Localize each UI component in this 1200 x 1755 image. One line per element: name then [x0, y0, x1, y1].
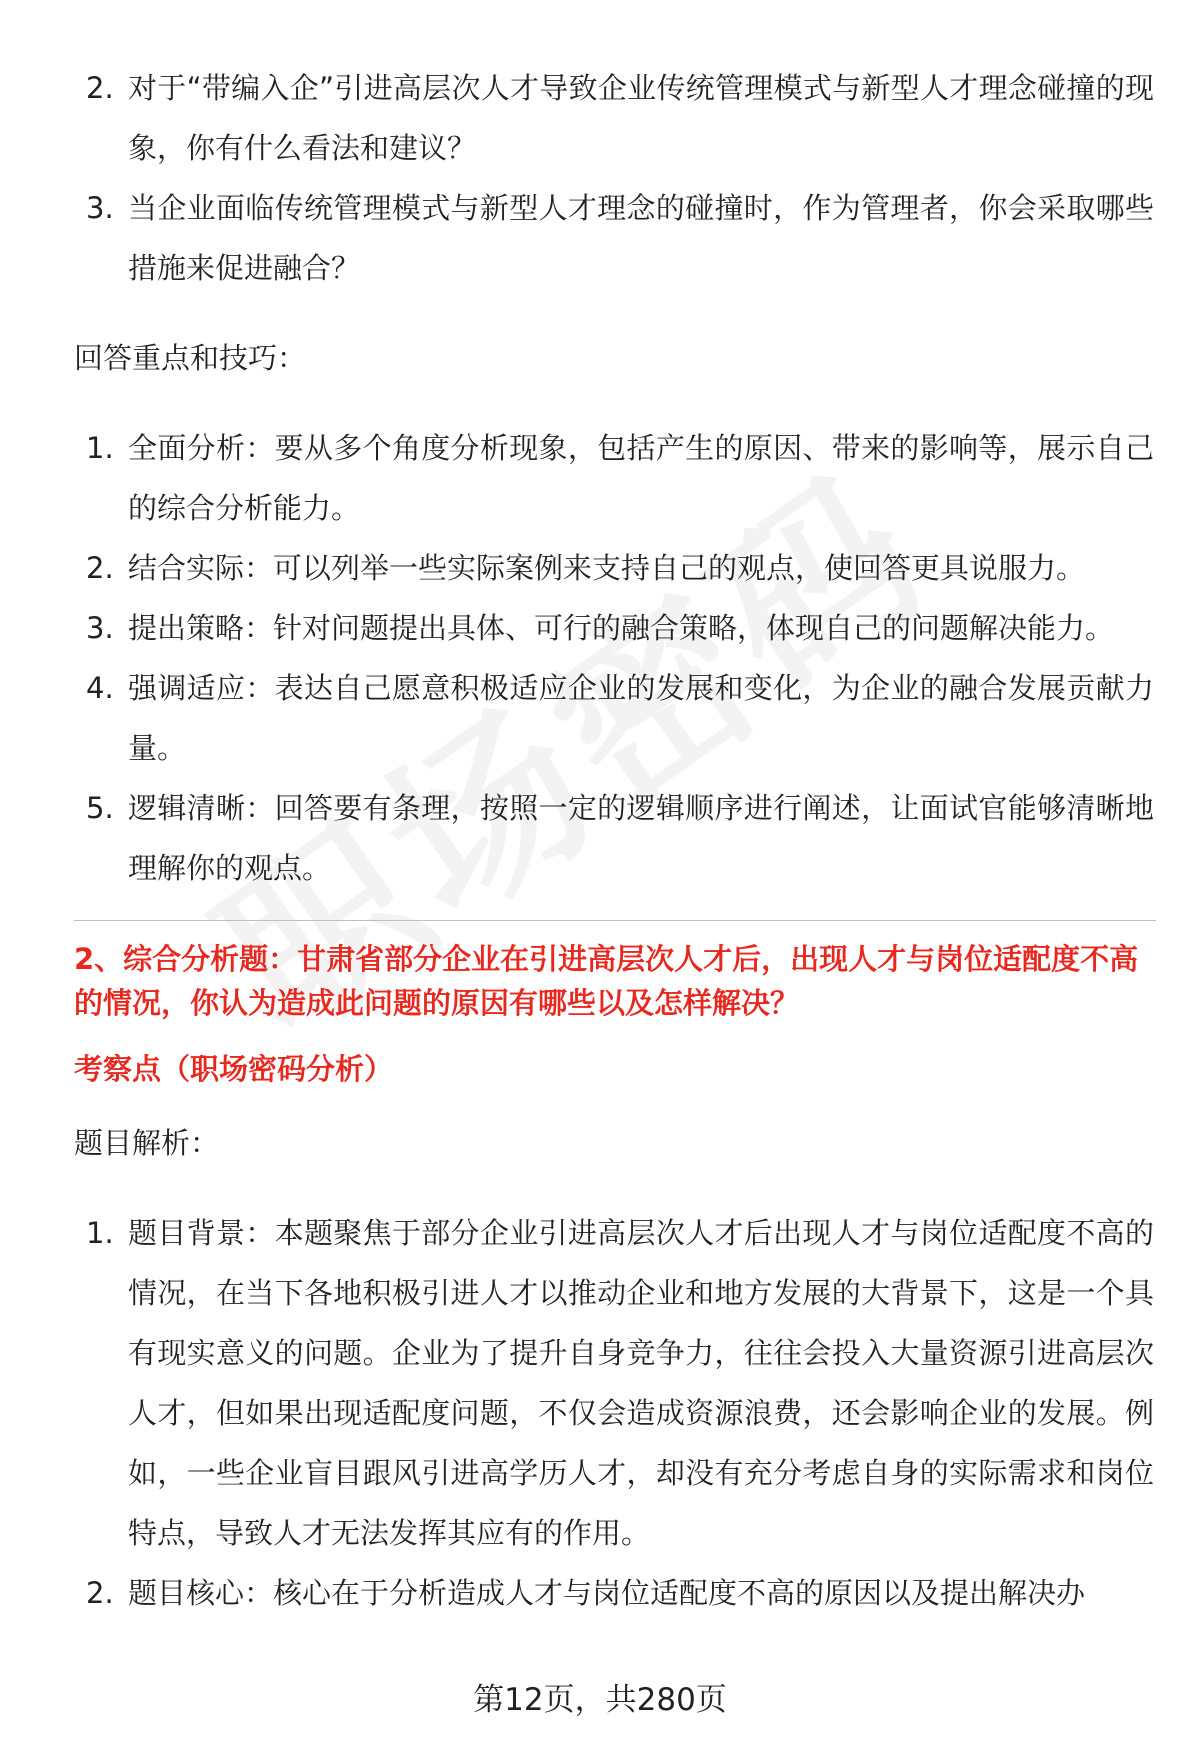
tips-list	[74, 418, 1154, 898]
list-text: 当企业面临传统管理模式与新型人才理念的碰撞时，作为管理者，你会采取哪些措施来促进融合？	[128, 191, 1154, 285]
list-number: 1.	[86, 431, 114, 465]
list-item	[74, 538, 1154, 598]
list-number: 3.	[86, 611, 114, 645]
list-text: 结合实际：可以列举一些实际案例来支持自己的观点，使回答更具说服力。	[128, 551, 1086, 585]
list-item	[74, 178, 1154, 298]
question-title: 2、综合分析题：甘肃省部分企业在引进高层次人才后，出现人才与岗位适配度不高的情况，你认为造成此问题的原因有哪些以及怎样解决？	[74, 942, 1139, 1020]
list-item	[74, 58, 1154, 178]
list-item	[74, 1563, 1154, 1623]
analysis-list	[74, 1203, 1154, 1623]
list-text: 题目背景：本题聚焦于部分企业引进高层次人才后出现人才与岗位适配度不高的情况，在当下各地积极引进人才以推动企业和地方发展的大背景下，这是一个具有现实意义的问题。企业为了提升自身竞争力，往往会投入大量资源引进高层次人才，但如果出现适配度问题，不仅会造成资源浪费，还会影响企业的发展。例如，一些企业盲目跟风引进高学历人才，却没有充分考虑自身的实际需求和岗位特点，导致人才无法发挥其应有的作用。	[128, 1216, 1154, 1550]
tips-heading: 回答重点和技巧：	[74, 341, 307, 375]
section-divider	[74, 920, 1156, 921]
list-item	[74, 598, 1154, 658]
page-footer: 第12页，共280页	[473, 1682, 727, 1718]
list-number: 2.	[86, 1576, 114, 1610]
list-item	[74, 418, 1154, 538]
list-number: 5.	[86, 791, 114, 825]
list-text: 全面分析：要从多个角度分析现象，包括产生的原因、带来的影响等，展示自己的综合分析能力。	[128, 431, 1154, 525]
list-text: 对于“带编入企”引进高层次人才导致企业传统管理模式与新型人才理念碰撞的现象，你有什么看法和建议？	[128, 71, 1154, 165]
list-text: 逻辑清晰：回答要有条理，按照一定的逻辑顺序进行阐述，让面试官能够清晰地理解你的观点。	[128, 791, 1154, 885]
list-item	[74, 778, 1154, 898]
list-number: 2.	[86, 551, 114, 585]
list-number: 1.	[86, 1216, 114, 1250]
list-number: 2.	[86, 71, 114, 105]
question-subtitle: 考察点（职场密码分析）	[74, 1052, 394, 1086]
list-item	[74, 658, 1154, 778]
list-text: 强调适应：表达自己愿意积极适应企业的发展和变化，为企业的融合发展贡献力量。	[128, 671, 1154, 765]
list-text: 提出策略：针对问题提出具体、可行的融合策略，体现自己的问题解决能力。	[128, 611, 1115, 645]
list-number: 4.	[86, 671, 114, 705]
list-number: 3.	[86, 191, 114, 225]
document-page	[74, 58, 1154, 1623]
list-text: 题目核心：核心在于分析造成人才与岗位适配度不高的原因以及提出解决办	[128, 1576, 1086, 1610]
analysis-heading: 题目解析：	[74, 1126, 220, 1160]
question-list-top	[74, 58, 1154, 298]
list-item	[74, 1203, 1154, 1563]
